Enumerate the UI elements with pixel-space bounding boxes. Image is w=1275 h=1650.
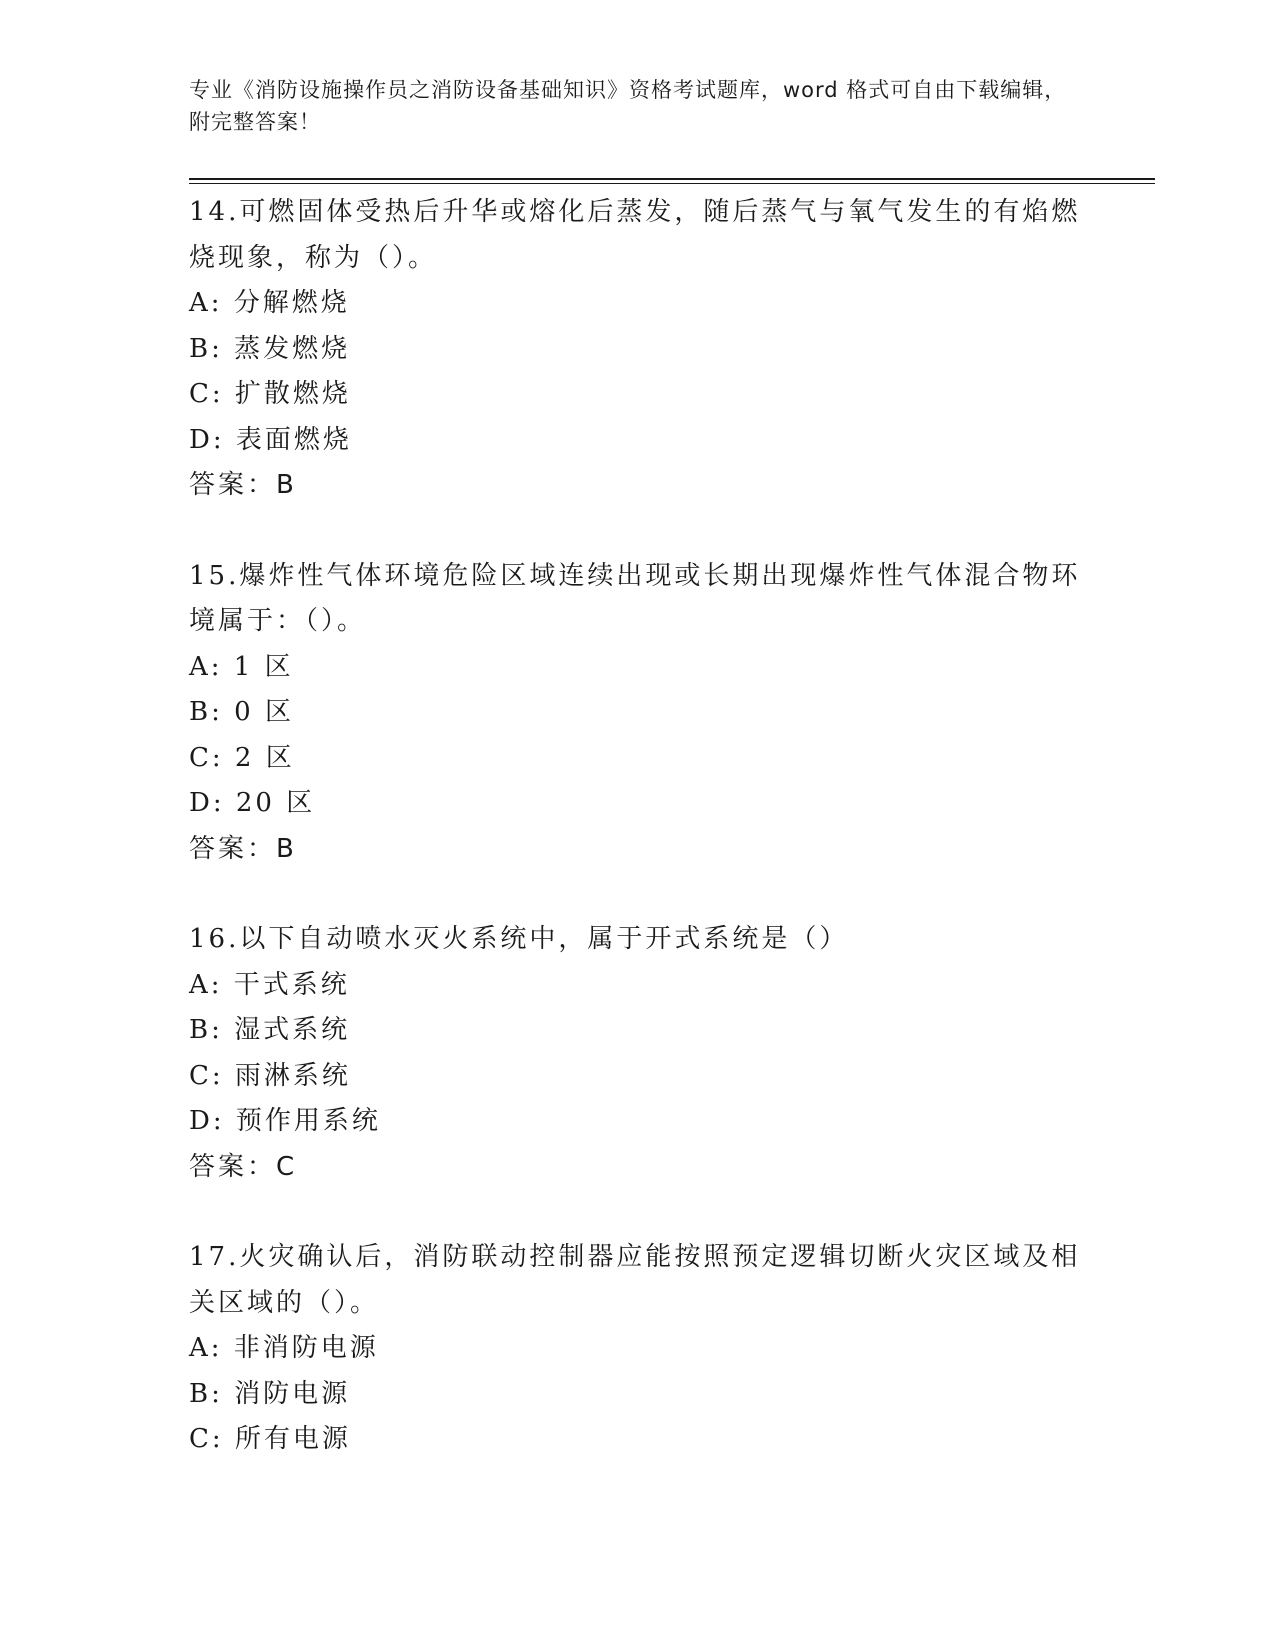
answer: 答案：C	[189, 1151, 298, 1182]
question-text: 15.爆炸性气体环境危险区域连续出现或长期出现爆炸性气体混合物环境属于：（）。	[189, 560, 1081, 636]
answer: 答案：B	[189, 833, 297, 864]
question-16	[189, 917, 1089, 1190]
question-17	[189, 1235, 1089, 1463]
question-15	[189, 554, 1089, 873]
option-d: D: 20 区	[189, 788, 316, 818]
question-text: 16.以下自动喷水灭火系统中，属于开式系统是（）	[189, 924, 849, 954]
option-d: D: 预作用系统	[189, 1106, 381, 1136]
option-b: B: 0 区	[189, 697, 294, 727]
option-b: B: 蒸发燃烧	[189, 333, 351, 364]
question-14	[189, 190, 1089, 509]
document-header: 专业《消防设施操作员之消防设备基础知识》资格考试题库，word 格式可自由下载编辑，附完整答案！	[189, 78, 1067, 134]
question-text: 14.可燃固体受热后升华或熔化后蒸发，随后蒸气与氧气发生的有焰燃烧现象，称为（）。	[189, 197, 1081, 273]
header-divider-thin	[189, 183, 1155, 184]
question-list	[189, 190, 1089, 1508]
header-divider-thick	[189, 178, 1155, 180]
option-b: B: 湿式系统	[189, 1015, 351, 1045]
option-c: C: 雨淋系统	[189, 1060, 351, 1091]
option-c: C: 所有电源	[189, 1424, 351, 1454]
option-a: A: 分解燃烧	[189, 288, 350, 318]
option-c: C: 扩散燃烧	[189, 379, 351, 409]
question-text: 17.火灾确认后，消防联动控制器应能按照预定逻辑切断火灾区域及相关区域的（）。	[189, 1242, 1081, 1318]
option-c: C: 2 区	[189, 742, 295, 773]
option-a: A: 干式系统	[189, 969, 350, 1000]
option-b: B: 消防电源	[189, 1378, 351, 1409]
answer: 答案：B	[189, 470, 297, 500]
option-a: A: 1 区	[189, 651, 294, 682]
option-a: A: 非消防电源	[189, 1333, 379, 1363]
option-d: D: 表面燃烧	[189, 424, 352, 455]
